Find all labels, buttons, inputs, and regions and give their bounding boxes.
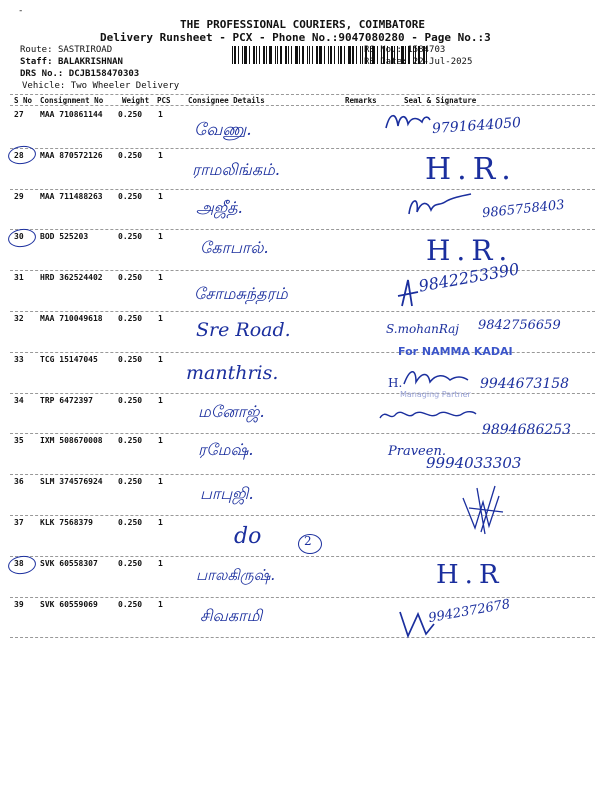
- barcode-bar: [362, 46, 363, 64]
- barcode-bar: [316, 46, 318, 64]
- barcode-bar: [253, 46, 255, 64]
- signature-33-scribble: [400, 366, 470, 390]
- consignee-36: பாபுஜி.: [200, 484, 254, 503]
- row-weight: 0.250: [118, 110, 143, 119]
- col-remarks-header: Remarks: [345, 96, 377, 105]
- row-30-circle: [7, 227, 37, 249]
- col-pcs-header: PCS: [157, 96, 171, 105]
- consignee-37: do: [234, 524, 262, 549]
- barcode-bar: [340, 46, 342, 64]
- row-weight: 0.250: [118, 232, 143, 242]
- row-consignment: MAA 710861144: [40, 110, 103, 119]
- row-sno: 37: [14, 518, 24, 527]
- row-sno: 30: [14, 232, 24, 242]
- barcode-bar: [344, 46, 345, 64]
- col-sno-header: S No: [14, 96, 33, 105]
- consignee-28: ராமலிங்கம்.: [192, 160, 281, 179]
- row-pcs: 1: [158, 436, 163, 446]
- row-weight: 0.250: [118, 314, 143, 323]
- barcode-bar: [307, 46, 308, 64]
- consignee-27: வேணு.: [194, 120, 252, 140]
- col-consignment-header: Consignment No: [40, 96, 104, 105]
- row-divider: [10, 148, 595, 149]
- signature-32-phone: 9842756659: [478, 318, 561, 333]
- barcode-bar: [249, 46, 250, 64]
- rs-no-value: 1584703: [407, 45, 446, 55]
- managing-partner-stamp: Managing Partner: [400, 390, 471, 399]
- consignee-39: சிவகாமி: [200, 606, 263, 625]
- row-consignment: BOD 525203: [40, 232, 89, 242]
- row-weight: 0.250: [118, 150, 143, 160]
- signature-34-scribble: [378, 404, 478, 426]
- row-weight: 0.250: [118, 191, 143, 201]
- route-line: [20, 45, 112, 55]
- route-value: SASTRIROAD: [57, 45, 113, 55]
- rs-date-value: 22-Jul-2025: [412, 57, 473, 67]
- row-sno: 34: [14, 395, 24, 405]
- barcode-bar: [242, 46, 243, 64]
- vehicle-line: [22, 81, 179, 91]
- row-divider: [10, 556, 595, 557]
- row-pcs: 1: [158, 518, 163, 527]
- consignee-35: ரமேஷ்.: [198, 440, 254, 459]
- row-consignment: SVK 60559069: [40, 599, 98, 609]
- barcode-bar: [266, 46, 267, 64]
- signature-29-phone: 9865758403: [481, 197, 566, 222]
- row-divider: [10, 229, 595, 230]
- row-consignment: SVK 60558307: [40, 558, 98, 568]
- row-consignment: MAA 710049618: [40, 314, 103, 323]
- barcode-bar: [334, 46, 335, 64]
- row-consignment: TRP 6472397: [40, 395, 93, 405]
- drs-line: [20, 69, 139, 79]
- row-weight: 0.250: [118, 599, 143, 609]
- row-weight: 0.250: [118, 558, 143, 568]
- row-sno: 29: [14, 191, 24, 201]
- barcode-bar: [232, 46, 233, 64]
- row-sno: 36: [14, 477, 24, 487]
- consignee-33: manthris.: [186, 362, 279, 384]
- header-bottom-rule: [10, 105, 595, 106]
- consignee-38: பாலகிருஷ்.: [196, 566, 276, 584]
- vehicle-label: Vehicle:: [22, 81, 66, 91]
- row-consignment: TCG 15147045: [40, 354, 98, 364]
- runsheet-subtitle: Delivery Runsheet - PCX - Phone No.:9047080280 - Page No.:3: [100, 31, 491, 44]
- barcode-bar: [244, 46, 247, 64]
- signature-34-phone: 9894686253: [482, 422, 572, 438]
- barcode-bar: [324, 46, 325, 64]
- barcode-bar: [319, 46, 322, 64]
- row-pcs: 1: [158, 191, 163, 201]
- header-top-rule: [10, 94, 595, 95]
- row-consignment: SLM 374576924: [40, 477, 103, 487]
- row-weight: 0.250: [118, 518, 143, 527]
- row-sno: 28: [14, 150, 24, 160]
- row-divider: [10, 474, 595, 475]
- rs-no-label: RS No.:: [364, 45, 402, 55]
- barcode-bar: [352, 46, 354, 64]
- row-pcs: 1: [158, 273, 163, 283]
- corner-mark: -: [18, 6, 24, 16]
- staff-label: Staff:: [20, 57, 53, 67]
- row-weight: 0.250: [118, 395, 143, 405]
- row-pcs: 1: [158, 477, 163, 487]
- signature-29-scribble: [405, 192, 475, 224]
- row-pcs: 1: [158, 354, 163, 364]
- barcode-bar: [338, 46, 339, 64]
- row-pcs: 1: [158, 558, 163, 568]
- drs-value: DCJB158470303: [68, 69, 140, 79]
- barcode-bar: [288, 46, 289, 64]
- barcode-bar: [360, 46, 361, 64]
- row-consignment: HRD 362524402: [40, 273, 103, 283]
- col-consignee-header: Consignee Details: [188, 96, 265, 105]
- vehicle-value: Two Wheeler Delivery: [70, 81, 180, 91]
- row-sno: 39: [14, 599, 24, 609]
- barcode-bar: [302, 46, 304, 64]
- rs-no-line: [364, 45, 445, 55]
- staff-value: BALAKRISHNAN: [57, 57, 123, 67]
- signature-39-phone: 9942372678: [427, 596, 512, 627]
- row-weight: 0.250: [118, 354, 143, 364]
- barcode-bar: [259, 46, 260, 64]
- barcode-bar: [330, 46, 332, 64]
- rs-date-line: [364, 57, 472, 67]
- barcode-bar: [280, 46, 282, 64]
- route-label: Route:: [20, 45, 53, 55]
- namma-kadai-stamp: For NAMMA KADAI: [398, 345, 513, 358]
- rs-date-label: RS Date:: [364, 57, 408, 67]
- row-divider: [10, 637, 595, 638]
- row-sno: 33: [14, 354, 24, 364]
- barcode-bar: [285, 46, 287, 64]
- col-seal-header: Seal & Signature: [404, 96, 477, 105]
- barcode-bar: [348, 46, 351, 64]
- signature-30-hr: H.R.: [426, 234, 514, 267]
- row-sno: 38: [14, 558, 24, 568]
- signature-33-phone: 9944673158: [480, 376, 570, 392]
- row-sno: 27: [14, 110, 24, 119]
- row-sno: 32: [14, 314, 24, 323]
- signature-31-phone: 9842253390: [417, 259, 521, 296]
- signature-27-phone: 9791644050: [431, 114, 522, 138]
- row-consignment: MAA 711488263: [40, 191, 103, 201]
- consignee-34: மனோஜ்.: [198, 402, 265, 421]
- consignee-30: கோபால்.: [200, 238, 269, 257]
- barcode-bar: [328, 46, 329, 64]
- row-pcs: 1: [158, 150, 163, 160]
- barcode-bar: [299, 46, 300, 64]
- row-weight: 0.250: [118, 436, 143, 446]
- barcode-bar: [312, 46, 313, 64]
- signature-36-scribble: [455, 478, 515, 538]
- row-consignment: MAA 870572126: [40, 150, 103, 160]
- barcode-bar: [263, 46, 265, 64]
- row-pcs: 1: [158, 232, 163, 242]
- row-weight: 0.250: [118, 273, 143, 283]
- signature-28-hr: H.R.: [425, 152, 517, 187]
- barcode-bar: [356, 46, 357, 64]
- row-sno: 31: [14, 273, 24, 283]
- consignee-31: சோமசுந்தரம்: [194, 284, 288, 303]
- row-consignment: KLK 7568379: [40, 518, 93, 527]
- barcode-bar: [277, 46, 278, 64]
- barcode-bar: [275, 46, 276, 64]
- col-weight-header: Weight: [122, 96, 150, 105]
- barcode-bar: [269, 46, 272, 64]
- row-37-circled-mark: 2: [304, 534, 312, 548]
- signature-27-scribble: [382, 108, 432, 136]
- row-sno: 35: [14, 436, 24, 446]
- row-consignment: IXM 508670008: [40, 436, 103, 446]
- consignee-29: அஜீத்.: [196, 198, 243, 217]
- signature-35-phone: 9994033303: [426, 454, 522, 472]
- row-pcs: 1: [158, 110, 163, 119]
- barcode-bar: [234, 46, 236, 64]
- consignee-32: Sre Road.: [196, 319, 291, 341]
- row-pcs: 1: [158, 395, 163, 405]
- barcode-bar: [295, 46, 298, 64]
- barcode-bar: [238, 46, 239, 64]
- signature-38-hr: H.R: [436, 560, 505, 590]
- drs-label: DRS No.:: [20, 69, 64, 79]
- signature-33-prefix: H.: [388, 376, 403, 390]
- staff-line: [20, 57, 123, 67]
- row-38-circle: [7, 554, 37, 576]
- signature-32-name: S.mohanRaj: [386, 322, 460, 336]
- company-title: THE PROFESSIONAL COURIERS, COIMBATORE: [180, 18, 426, 31]
- barcode-bar: [309, 46, 310, 64]
- row-divider: [10, 189, 595, 190]
- row-pcs: 1: [158, 314, 163, 323]
- row-weight: 0.250: [118, 477, 143, 487]
- row-divider: [10, 393, 595, 394]
- row-divider: [10, 311, 595, 312]
- barcode-bar: [256, 46, 257, 64]
- row-pcs: 1: [158, 599, 163, 609]
- signature-35-name: Praveen.: [388, 444, 446, 459]
- barcode-bar: [291, 46, 292, 64]
